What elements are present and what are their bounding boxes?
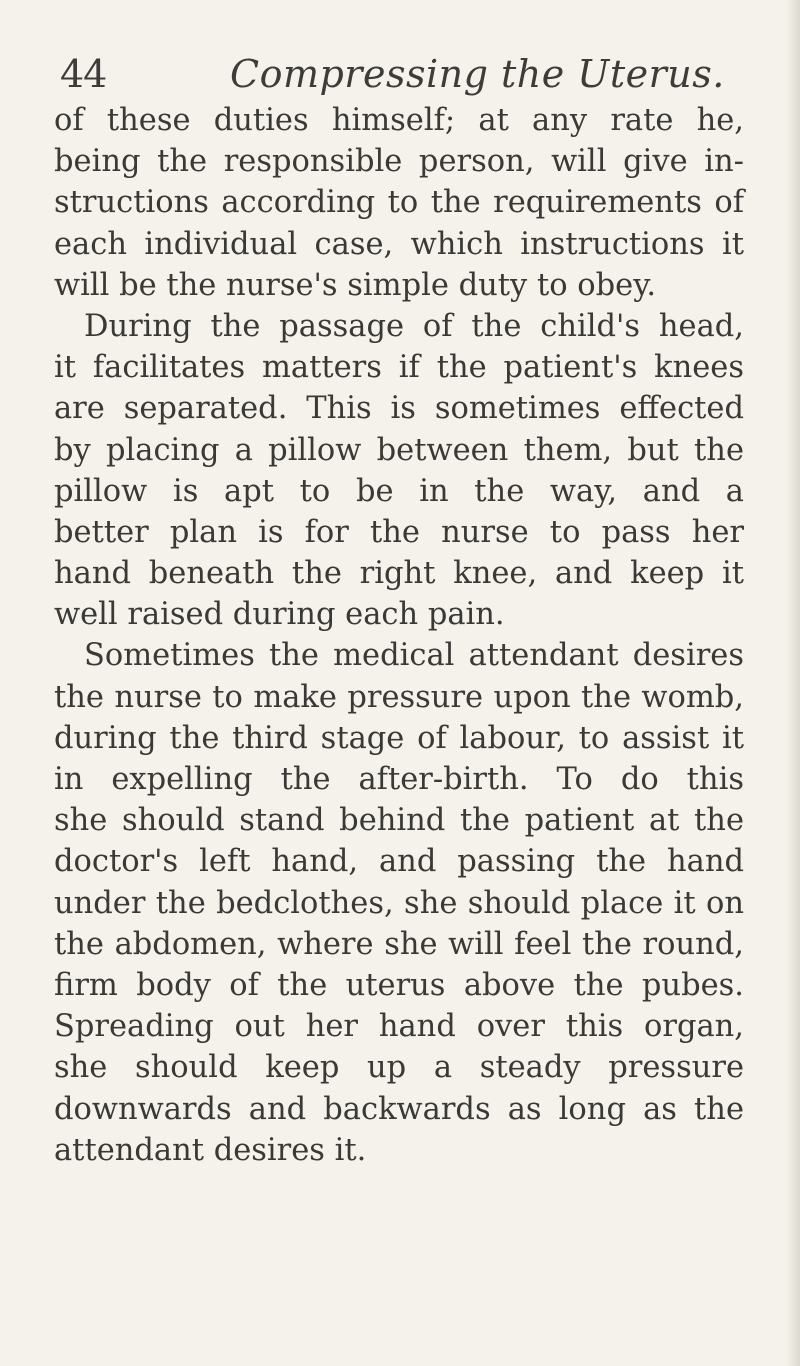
text-line: the nurse to make pressure upon the womb, bbox=[54, 679, 744, 715]
text-line: downwards and backwards as long as the bbox=[54, 1091, 744, 1127]
text-line: it facilitates matters if the patient's knees bbox=[54, 350, 744, 386]
text-line: being the responsible person, will give in- bbox=[54, 144, 744, 180]
text-line: attendant desires it. bbox=[54, 1132, 367, 1168]
text-line: during the third stage of labour, to assist it bbox=[54, 720, 744, 756]
text-line: firm body of the uterus above the pubes. bbox=[54, 967, 744, 1003]
text-line: of these duties himself; at any rate he, bbox=[54, 103, 744, 138]
text-line: the abdomen, where she will feel the round, bbox=[54, 926, 744, 962]
page-number: 44 bbox=[60, 52, 107, 96]
text-line: pillow is apt to be in the way, and a bbox=[54, 473, 744, 509]
text-line: she should keep up a steady pressure bbox=[54, 1050, 744, 1086]
text-line: each individual case, which instructions it bbox=[54, 226, 744, 262]
text-line: she should stand behind the patient at the bbox=[54, 803, 744, 839]
running-title: Compressing the Uterus. bbox=[230, 52, 725, 96]
text-line: During the passage of the child's head, bbox=[84, 308, 744, 344]
text-line: Spreading out her hand over this organ, bbox=[54, 1009, 744, 1045]
text-line: structions according to the requirements of bbox=[54, 185, 744, 221]
text-line: by placing a pillow between them, but the bbox=[54, 432, 744, 468]
text-line: Sometimes the medical attendant desires bbox=[84, 638, 744, 674]
text-line: better plan is for the nurse to pass her bbox=[54, 514, 744, 550]
body-text bbox=[54, 100, 744, 1171]
text-line: under the bedclothes, she should place it on bbox=[54, 885, 744, 921]
text-line: hand beneath the right knee, and keep it bbox=[54, 556, 744, 592]
text-line: are separated. This is sometimes effected bbox=[54, 391, 744, 427]
page-edge-shadow bbox=[786, 0, 800, 1366]
text-line: well raised during each pain. bbox=[54, 597, 505, 633]
page-header bbox=[60, 44, 760, 104]
text-line: doctor's left hand, and passing the hand bbox=[54, 844, 744, 880]
text-line: will be the nurse's simple duty to obey. bbox=[54, 267, 657, 303]
text-line: in expelling the after-birth. To do this bbox=[54, 762, 744, 797]
